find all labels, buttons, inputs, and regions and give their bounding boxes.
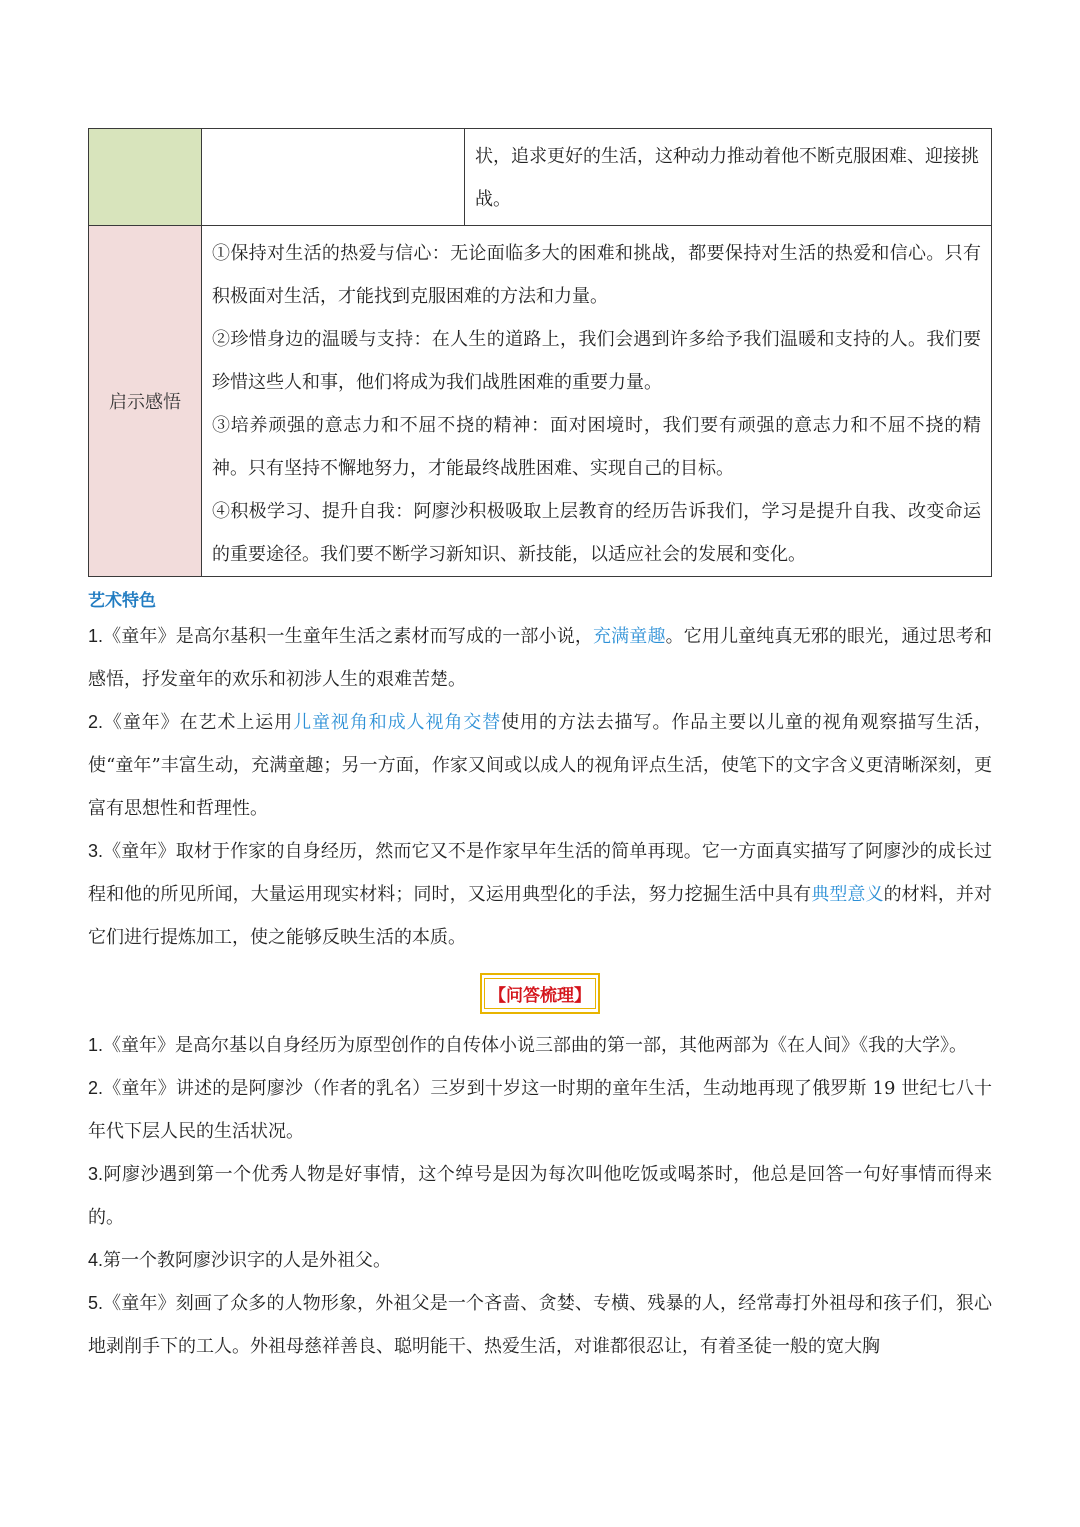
art-paragraph-3: [88, 830, 992, 959]
qa-item-3-text: 阿廖沙遇到第一个优秀人物是好事情，这个绰号是因为每次叫他吃饭或喝茶时，他总是回答一句好事情而得来的。: [88, 1164, 992, 1228]
table-label-cell-empty: [89, 129, 202, 226]
art-p1-number: 1.: [88, 626, 104, 646]
art-features-heading: 艺术特色: [88, 591, 156, 611]
qa-item-1: [88, 1024, 992, 1067]
art-p2-highlight: 儿童视角和成人视角交替: [293, 712, 502, 733]
art-p3-number: 3.: [88, 841, 104, 861]
art-p2-text-a: 《童年》在艺术上运用: [103, 712, 294, 733]
art-p3-text-b: 的材料，并对它们进行提炼加工，使之能够反映生活的本质。: [88, 884, 993, 948]
insight-content-cell: [202, 226, 992, 577]
insight-label: 启示感悟: [109, 392, 181, 413]
qa-title-wrap: [88, 973, 992, 1014]
insight-point-4: ④积极学习、提升自我：阿廖沙积极吸取上层教育的经历告诉我们，学习是提升自我、改变命运的重要途径。我们要不断学习新知识、新技能，以适应社会的发展和变化。: [212, 501, 981, 565]
table-row-continued: [89, 129, 992, 226]
art-p1-highlight: 充满童趣: [593, 626, 666, 647]
qa-item-3-number: 3.: [88, 1164, 104, 1184]
document-page: [88, 128, 992, 1368]
qa-item-5: [88, 1282, 992, 1368]
insight-label-cell: [89, 226, 202, 577]
qa-item-1-text: 《童年》是高尔基以自身经历为原型创作的自传体小说三部曲的第一部，其他两部为《在人间》《我的大学》。: [103, 1035, 968, 1056]
qa-item-2: [88, 1067, 992, 1153]
art-p2-text-b: 使用的方法去描写。作品主要以儿童的视角观察描写生活，使“童年”丰富生动，充满童趣；另一方面，作家又间或以成人的视角评点生活，使笔下的文字含义更清晰深刻，更富有思想性和哲理性。: [88, 712, 993, 819]
qa-item-5-number: 5.: [88, 1293, 104, 1313]
table-row-insight: [89, 226, 992, 577]
qa-item-1-number: 1.: [88, 1035, 104, 1055]
qa-item-5-text: 《童年》刻画了众多的人物形象，外祖父是一个吝啬、贪婪、专横、残暴的人，经常毒打外祖母和孩子们，狠心地剥削手下的工人。外祖母慈祥善良、聪明能干、热爱生活，对谁都很忍让，有着圣徒一般的宽大胸: [88, 1293, 992, 1357]
insight-point-2: ②珍惜身边的温暖与支持：在人生的道路上，我们会遇到许多给予我们温暖和支持的人。我们要珍惜这些人和事，他们将成为我们战胜困难的重要力量。: [212, 329, 981, 393]
qa-item-3: [88, 1153, 992, 1239]
table-text-cell: 状，追求更好的生活，这种动力推动着他不断克服困难、迎接挑战。: [465, 129, 992, 226]
art-p2-number: 2.: [88, 712, 104, 732]
table-middle-cell-empty: [202, 129, 465, 226]
qa-item-4: [88, 1239, 992, 1282]
qa-title: 【问答梳理】: [484, 978, 596, 1009]
art-paragraph-1: [88, 615, 992, 701]
art-p3-highlight: 典型意义: [811, 884, 884, 905]
summary-table: [88, 128, 992, 577]
qa-item-2-text: 《童年》讲述的是阿廖沙（作者的乳名）三岁到十岁这一时期的童年生活，生动地再现了俄罗斯 19 世纪七八十年代下层人民的生活状况。: [88, 1078, 992, 1142]
qa-title-frame: [480, 973, 600, 1014]
insight-point-1: ①保持对生活的热爱与信心：无论面临多大的困难和挑战，都要保持对生活的热爱和信心。只有积极面对生活，才能找到克服困难的方法和力量。: [212, 243, 981, 307]
art-paragraph-2: [88, 701, 992, 830]
art-p3-text-a: 《童年》取材于作家的自身经历，然而它又不是作家早年生活的简单再现。它一方面真实描写了阿廖沙的成长过程和他的所见所闻，大量运用现实材料；同时，又运用典型化的手法，努力挖掘生活中具有: [88, 841, 992, 905]
qa-item-4-text: 第一个教阿廖沙识字的人是外祖父。: [103, 1250, 392, 1271]
qa-item-4-number: 4.: [88, 1250, 104, 1270]
insight-point-3: ③培养顽强的意志力和不屈不挠的精神：面对困境时，我们要有顽强的意志力和不屈不挠的精神。只有坚持不懈地努力，才能最终战胜困难、实现自己的目标。: [212, 415, 981, 479]
qa-item-2-number: 2.: [88, 1078, 104, 1098]
art-p1-text-a: 《童年》是高尔基积一生童年生活之素材而写成的一部小说，: [103, 626, 594, 647]
art-p1-text-b: 。它用儿童纯真无邪的眼光，通过思考和感悟，抒发童年的欢乐和初涉人生的艰难苦楚。: [88, 626, 993, 690]
